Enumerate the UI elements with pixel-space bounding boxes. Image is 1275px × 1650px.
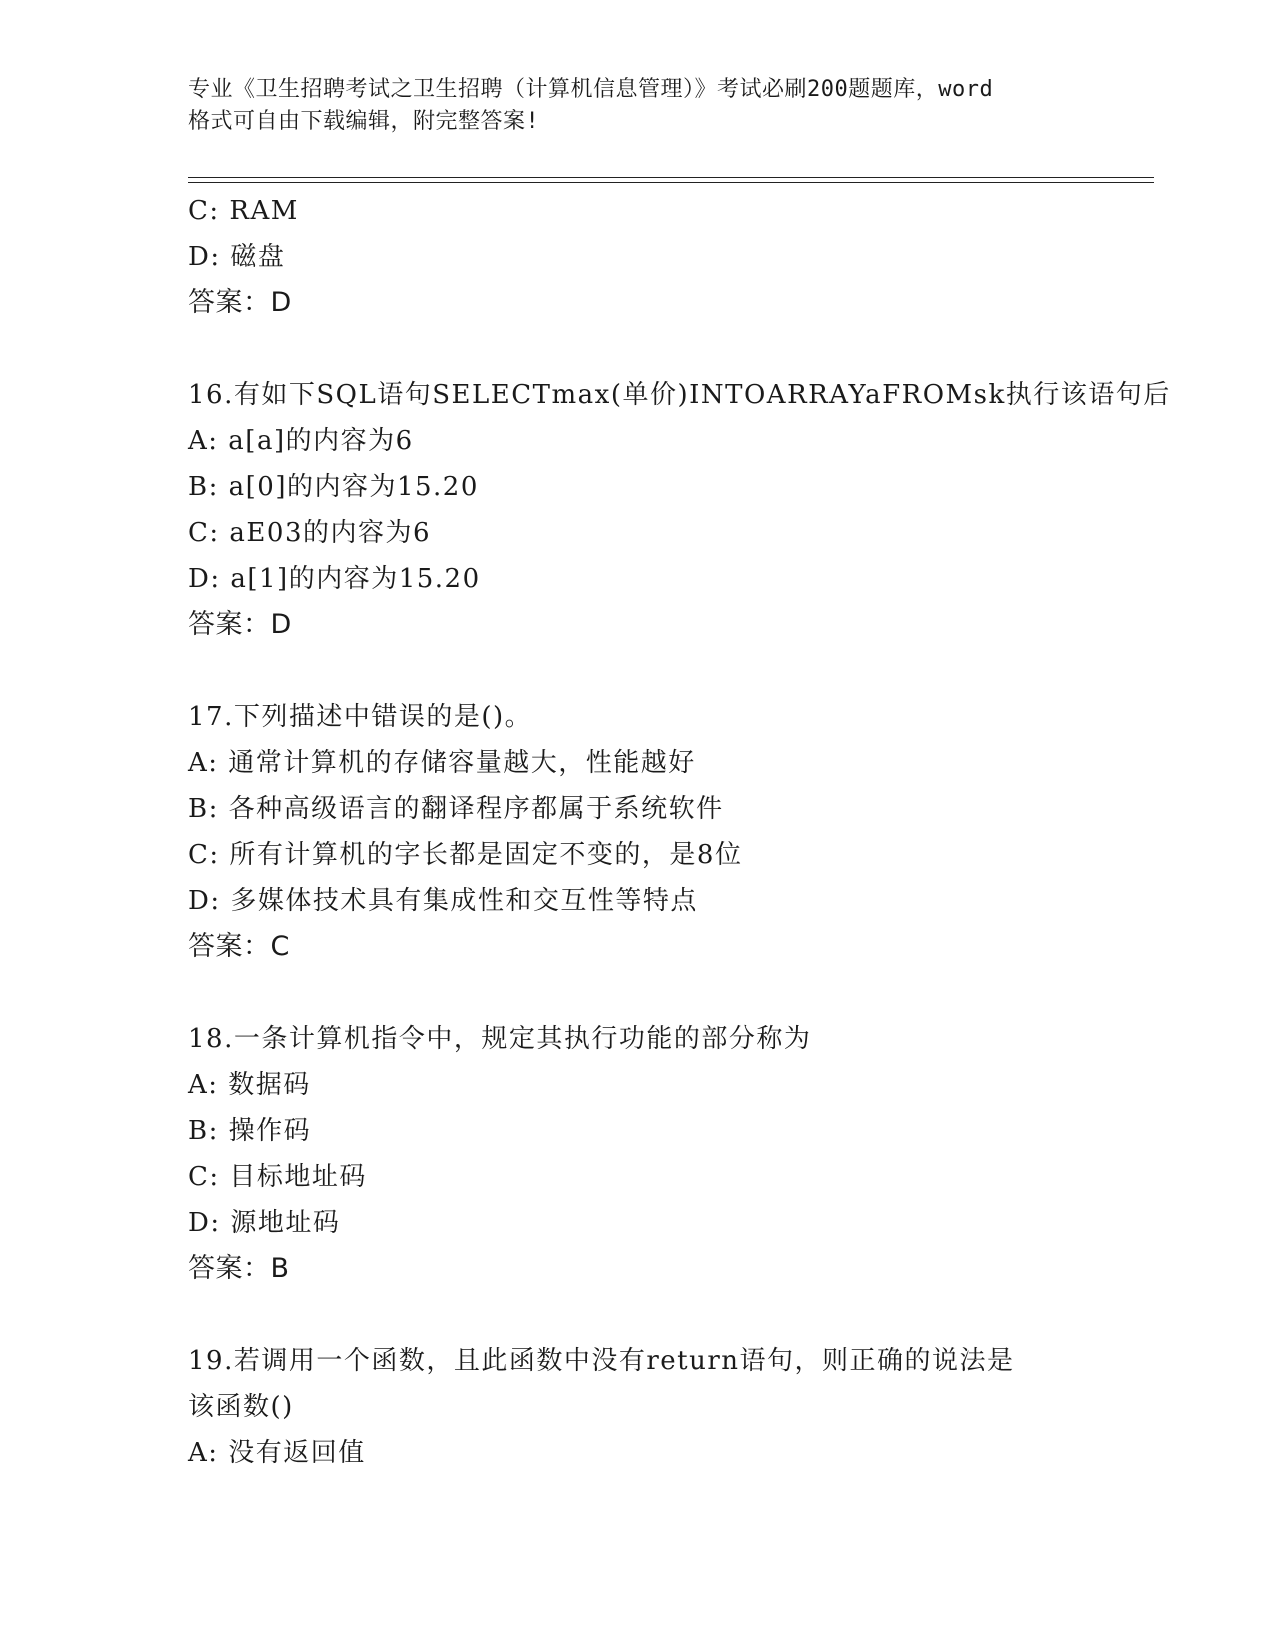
option-d: D: 源地址码	[188, 1208, 341, 1238]
question-stem: 18.一条计算机指令中，规定其执行功能的部分称为	[188, 1024, 812, 1054]
option-c: C: RAM	[188, 196, 299, 226]
question-17	[188, 694, 1088, 970]
question-15-tail	[188, 188, 1088, 326]
option-b: B: 各种高级语言的翻译程序都属于系统软件	[188, 794, 724, 824]
question-stem-line-1: 19.若调用一个函数，且此函数中没有return语句，则正确的说法是	[188, 1346, 1015, 1376]
option-d: D: 磁盘	[188, 242, 286, 272]
spacer	[188, 1292, 1088, 1338]
option-b: B: a[0]的内容为15.20	[188, 472, 479, 502]
question-stem: 17.下列描述中错误的是()。	[188, 702, 533, 732]
option-c: C: 目标地址码	[188, 1162, 367, 1192]
spacer	[188, 326, 1088, 372]
answer: 答案：C	[188, 931, 290, 962]
option-c: C: aE03的内容为6	[188, 518, 432, 548]
option-c: C: 所有计算机的字长都是固定不变的，是8位	[188, 840, 743, 870]
option-b: B: 操作码	[188, 1116, 312, 1146]
header-divider-top	[188, 177, 1154, 178]
header-title-line-1: 专业《卫生招聘考试之卫生招聘（计算机信息管理）》考试必刷200题题库，word	[188, 77, 994, 102]
document-header	[188, 74, 1088, 138]
question-list	[188, 188, 1171, 1476]
header-title-line-2: 格式可自由下载编辑，附完整答案!	[188, 109, 540, 134]
question-16	[188, 372, 1171, 648]
option-d: D: 多媒体技术具有集成性和交互性等特点	[188, 886, 698, 916]
spacer	[188, 648, 1088, 694]
answer: 答案：B	[188, 1253, 290, 1284]
question-18	[188, 1016, 1088, 1292]
answer: 答案：D	[188, 287, 292, 318]
answer: 答案：D	[188, 609, 292, 640]
spacer	[188, 970, 1088, 1016]
option-a: A: 通常计算机的存储容量越大，性能越好	[188, 748, 696, 778]
option-d: D: a[1]的内容为15.20	[188, 564, 481, 594]
header-divider-bottom	[188, 182, 1154, 183]
option-a: A: 没有返回值	[188, 1438, 366, 1468]
question-stem: 16.有如下SQL语句SELECTmax(单价)INTOARRAYaFROMsk执行该语句后	[188, 380, 1171, 410]
question-stem-line-2: 该函数()	[188, 1392, 294, 1422]
option-a: A: 数据码	[188, 1070, 311, 1100]
question-19	[188, 1338, 1088, 1476]
option-a: A: a[a]的内容为6	[188, 426, 414, 456]
